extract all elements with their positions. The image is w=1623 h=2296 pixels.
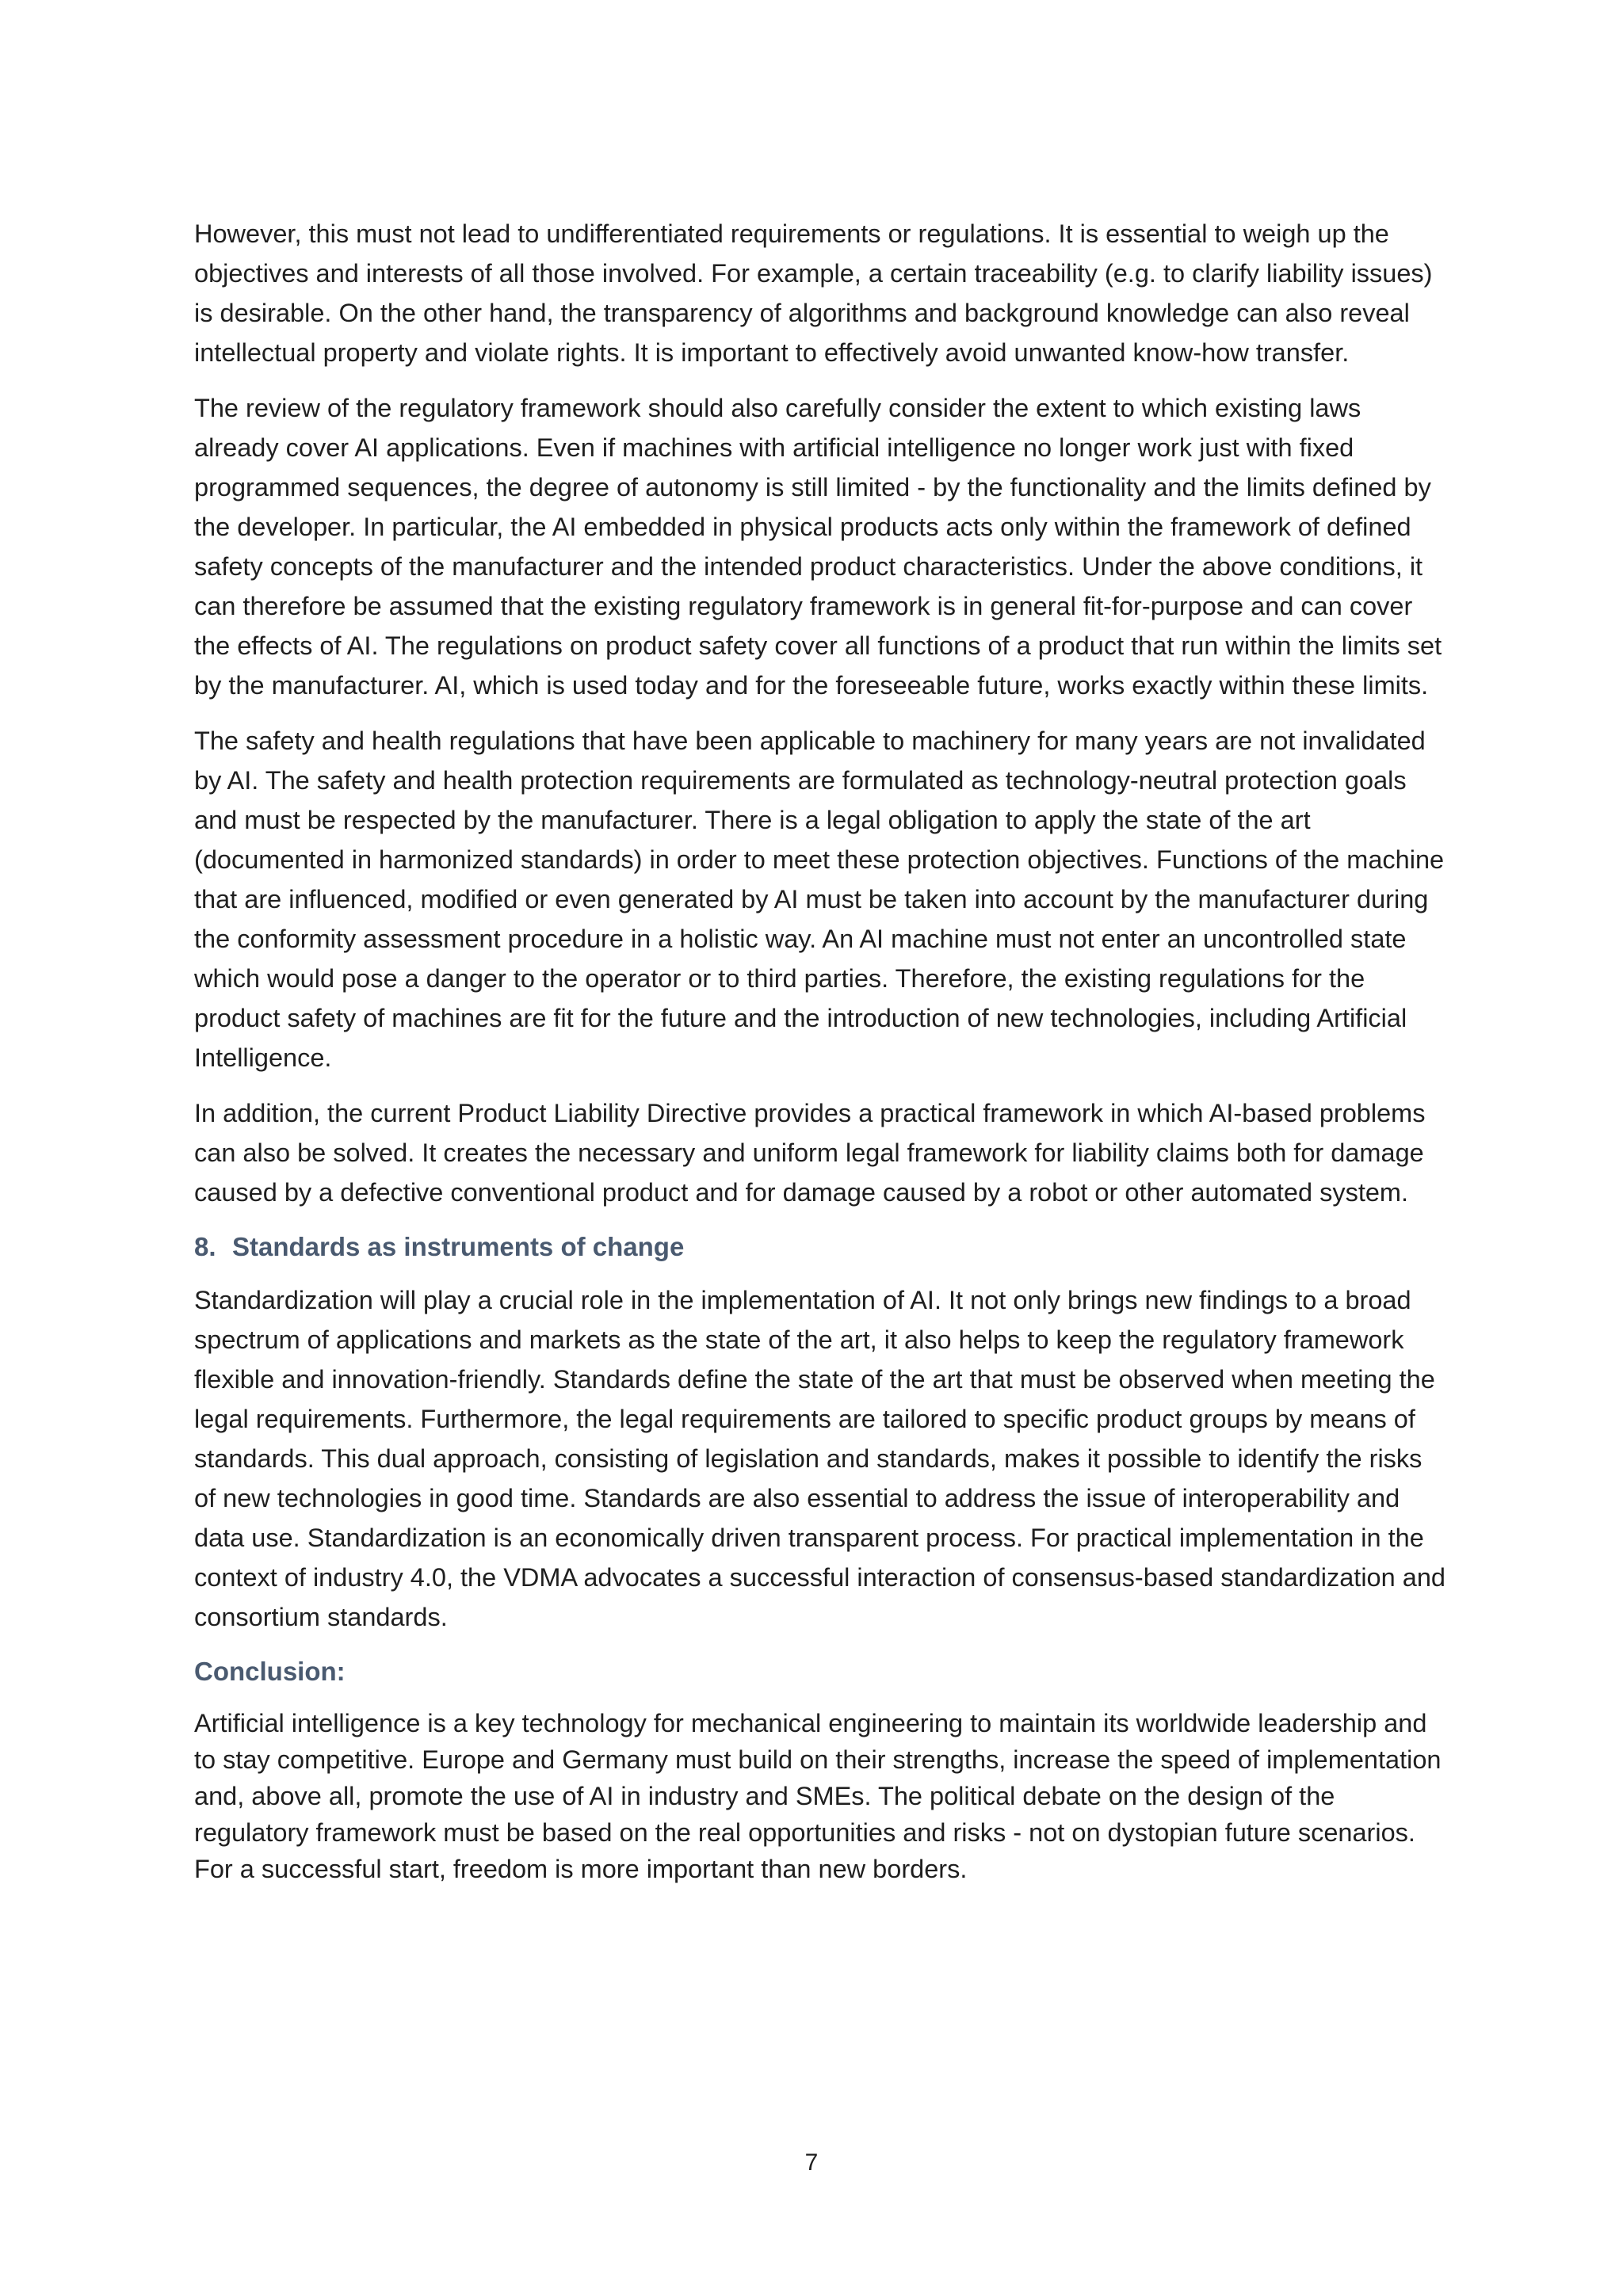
section-title: Standards as instruments of change	[232, 1232, 685, 1261]
paragraph-traceability: However, this must not lead to undifferentiated requirements or regulations. It is essential to weigh up the objectives and interests of all those involved. For example, a certain traceability (e.g. to clarify liability issues) is desirable. On the other hand, the transparency of algorithms and background knowledge can also reveal intellectual property and violate rights. It is important to effectively avoid unwanted know-how transfer.	[194, 219, 1433, 367]
section-number: 8.	[194, 1232, 216, 1261]
page-number: 7	[804, 2149, 819, 2176]
paragraph-safety-health: The safety and health regulations that have been applicable to machinery for many years are not invalidated by AI. The safety and health protection requirements are formulated as technology-neutral protection goals and must be respected by the manufacturer. There is a legal obligation to apply the state of the art (documented in harmonized standards) in order to meet these protection objectives. Functions of the machine that are influenced, modified or even generated by AI must be taken into account by the manufacturer during the conformity assessment procedure in a holistic way. An AI machine must not enter an uncontrolled state which would pose a danger to the operator or to third parties. Therefore, the existing regulations for the product safety of machines are fit for the future and the introduction of new technologies, including Artificial Intelligence.	[194, 727, 1445, 1072]
paragraph-standardization: Standardization will play a crucial role in the implementation of AI. It not only brings new findings to a broad spectrum of applications and markets as the state of the art, it also helps to keep the regulatory framework flexible and innovation-friendly. Standards define the state of the art that must be observed when meeting the legal requirements. Furthermore, the legal requirements are tailored to specific product groups by means of standards. This dual approach, consisting of legislation and standards, makes it possible to identify the risks of new technologies in good time. Standards are also essential to address the issue of interoperability and data use. Standardization is an economically driven transparent process. For practical implementation in the context of industry 4.0, the VDMA advocates a successful interaction of consensus-based standardization and consortium standards.	[194, 1286, 1445, 1631]
page-content	[194, 214, 1446, 1903]
paragraph-regulatory-review: The review of the regulatory framework should also carefully consider the extent to which existing laws already cover AI applications. Even if machines with artificial intelligence no longer work just with fixed programmed sequences, the degree of autonomy is still limited - by the functionality and the limits defined by the developer. In particular, the AI embedded in physical products acts only within the framework of defined safety concepts of the manufacturer and the intended product characteristics. Under the above conditions, it can therefore be assumed that the existing regulatory framework is in general fit-for-purpose and can cover the effects of AI. The regulations on product safety cover all functions of a product that run within the limits set by the manufacturer. AI, which is used today and for the foreseeable future, works exactly within these limits.	[194, 394, 1442, 700]
paragraph-conclusion: Artificial intelligence is a key technology for mechanical engineering to maintain its worldwide leadership and to stay competitive. Europe and Germany must build on their strengths, increase the speed of implementation and, above all, promote the use of AI in industry and SMEs. The political debate on the design of the regulatory framework must be based on the real opportunities and risks - not on dystopian future scenarios. For a successful start, freedom is more important than new borders.	[194, 1709, 1442, 1883]
section-heading-standards	[194, 1228, 1446, 1266]
conclusion-heading: Conclusion:	[194, 1657, 346, 1686]
paragraph-product-liability: In addition, the current Product Liability Directive provides a practical framework in which AI-based problems can also be solved. It creates the necessary and uniform legal framework for liability claims both for damage caused by a defective conventional product and for damage caused by a robot or other automated system.	[194, 1099, 1426, 1207]
